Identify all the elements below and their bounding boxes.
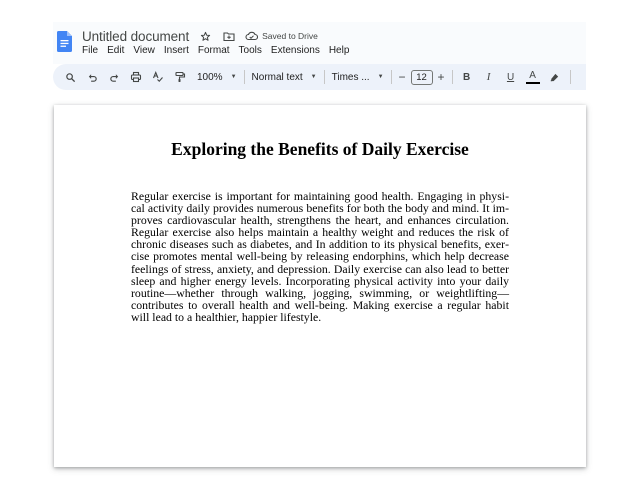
chevron-down-icon: ▼ [377,74,384,80]
italic-button[interactable]: I [486,71,491,83]
decrease-font-size-button[interactable]: − [398,70,406,84]
menu-edit[interactable]: Edit [107,45,125,56]
document-title[interactable]: Untitled document [82,28,190,44]
paragraph-style-value: Normal text [251,71,303,83]
font-value: Times ... [331,71,370,83]
menu-format[interactable]: Format [197,45,230,56]
chevron-down-icon: ▼ [310,74,317,80]
paragraph-style-dropdown[interactable] [252,72,317,83]
document-heading: Exploring the Benefits of Daily Exercise [171,139,469,159]
app-header [53,22,586,64]
menu-extensions[interactable]: Extensions [270,45,320,56]
menu-file[interactable]: File [82,45,99,56]
menu-help[interactable]: Help [328,45,350,56]
zoom-dropdown[interactable] [197,72,237,83]
menu-tools[interactable]: Tools [238,45,262,56]
cloud-saved-icon[interactable] [245,30,258,43]
text-color-label: A [529,69,536,81]
spellcheck-icon[interactable] [151,70,165,84]
toolbar-divider [452,70,453,84]
zoom-value: 100% [197,71,223,83]
toolbar [53,64,586,90]
redo-icon[interactable] [107,70,121,84]
underline-button[interactable]: U [506,71,515,83]
print-icon[interactable] [129,70,143,84]
document-page[interactable] [54,105,586,467]
text-color-button[interactable] [526,71,540,84]
docs-logo-icon[interactable] [57,31,72,52]
document-body-paragraph: Regular exercise is important for maintaining good health. Engaging in physical activity daily provides numerous benefits for both the body and mind. It improves cardiovascular health, strengthens the heart, and enhances circulation. Regular exercise also helps maintain a healthy weight and reduces the risk of chronic diseases such as diabetes, and In addition to its physical benefits, exercise promotes mental well-being by releasing endorphins, which help decrease feelings of stress, anxiety, and depression. Daily exercise can also lead to better sleep and higher energy levels. Incorporating physical activity into your daily routine—whether through walking, jogging, swimming, or weightlifting—contributes to overall health and well-being. Making exercise a regular habit will lead to a healthier, happier lifestyle. [131,189,509,324]
toolbar-divider [324,70,325,84]
font-size-input[interactable]: 12 [411,70,433,85]
move-to-folder-icon[interactable] [222,30,235,43]
font-dropdown[interactable] [332,72,384,83]
menu-bar [82,45,358,56]
saved-status: Saved to Drive [262,31,318,41]
undo-icon[interactable] [85,70,99,84]
text-color-swatch [526,82,540,84]
chevron-down-icon: ▼ [230,74,237,80]
highlight-color-icon[interactable] [548,70,562,84]
paint-format-icon[interactable] [173,70,187,84]
bold-button[interactable]: B [462,71,471,83]
title-row [82,27,318,45]
increase-font-size-button[interactable]: + [437,70,445,84]
search-menus-icon[interactable] [63,70,77,84]
menu-insert[interactable]: Insert [163,45,189,56]
star-icon[interactable] [199,30,212,43]
toolbar-divider [391,70,392,84]
menu-view[interactable]: View [133,45,155,56]
toolbar-divider [244,70,245,84]
toolbar-divider [570,70,571,84]
